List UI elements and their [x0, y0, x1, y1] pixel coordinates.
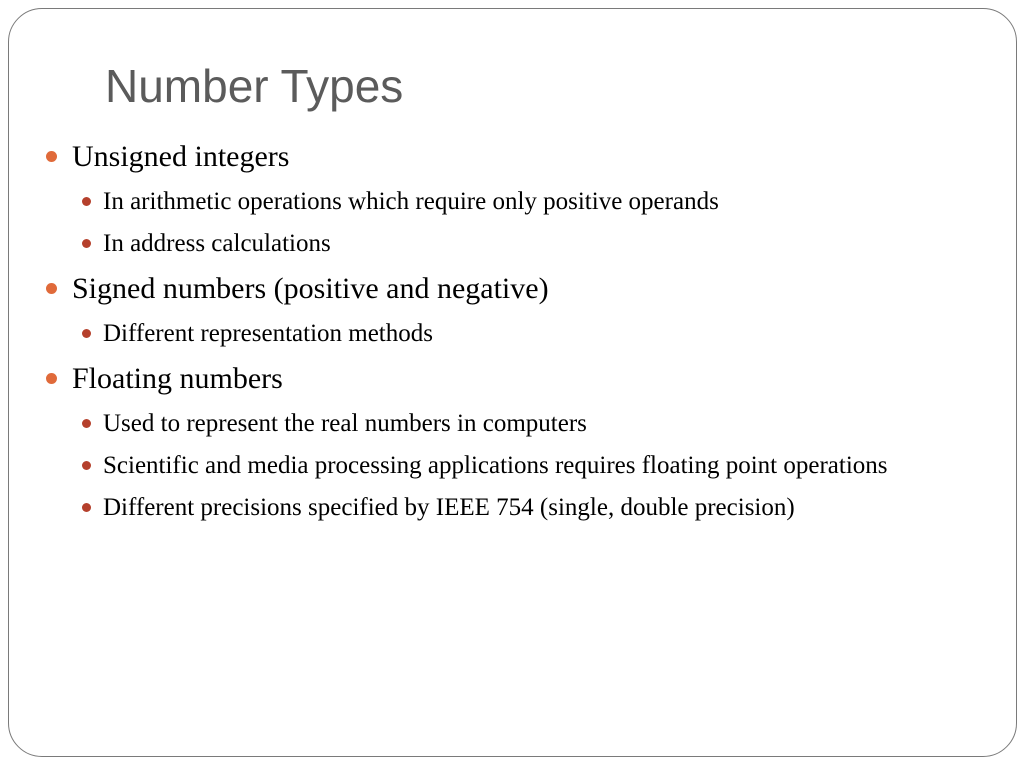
sub-bullet-dot-icon — [82, 239, 91, 248]
sub-bullet-item — [72, 489, 970, 526]
sub-bullet-text: Scientific and media processing applications requires floating point operations — [103, 452, 888, 479]
slide-title: Number Types — [105, 60, 404, 112]
bullet-text: Floating numbers — [72, 362, 283, 395]
sub-bullet-text: In address calculations — [103, 230, 331, 257]
sub-bullet-list — [72, 315, 970, 352]
sub-bullet-item — [72, 225, 970, 262]
sub-bullet-dot-icon — [82, 461, 91, 470]
bullet-dot-icon — [46, 283, 57, 294]
bullet-unsigned-integers — [40, 136, 970, 262]
bullet-floating-numbers — [40, 358, 970, 526]
sub-bullet-list — [72, 405, 970, 526]
slide-content — [40, 136, 970, 526]
sub-bullet-text: Used to represent the real numbers in computers — [103, 410, 587, 437]
sub-bullet-text: Different representation methods — [103, 320, 433, 347]
sub-bullet-list — [72, 183, 970, 262]
sub-bullet-item — [72, 315, 970, 352]
bullet-dot-icon — [46, 151, 57, 162]
sub-bullet-text: Different precisions specified by IEEE 754 (single, double precision) — [103, 494, 795, 521]
sub-bullet-dot-icon — [82, 503, 91, 512]
sub-bullet-dot-icon — [82, 419, 91, 428]
sub-bullet-item — [72, 405, 970, 442]
sub-bullet-item — [72, 447, 970, 484]
bullet-list — [40, 136, 970, 526]
sub-bullet-dot-icon — [82, 329, 91, 338]
sub-bullet-dot-icon — [82, 197, 91, 206]
sub-bullet-item — [72, 183, 970, 220]
bullet-text: Signed numbers (positive and negative) — [72, 272, 549, 305]
sub-bullet-text: In arithmetic operations which require only positive operands — [103, 188, 719, 215]
bullet-signed-numbers — [40, 268, 970, 352]
bullet-dot-icon — [46, 373, 57, 384]
bullet-text: Unsigned integers — [72, 140, 290, 173]
